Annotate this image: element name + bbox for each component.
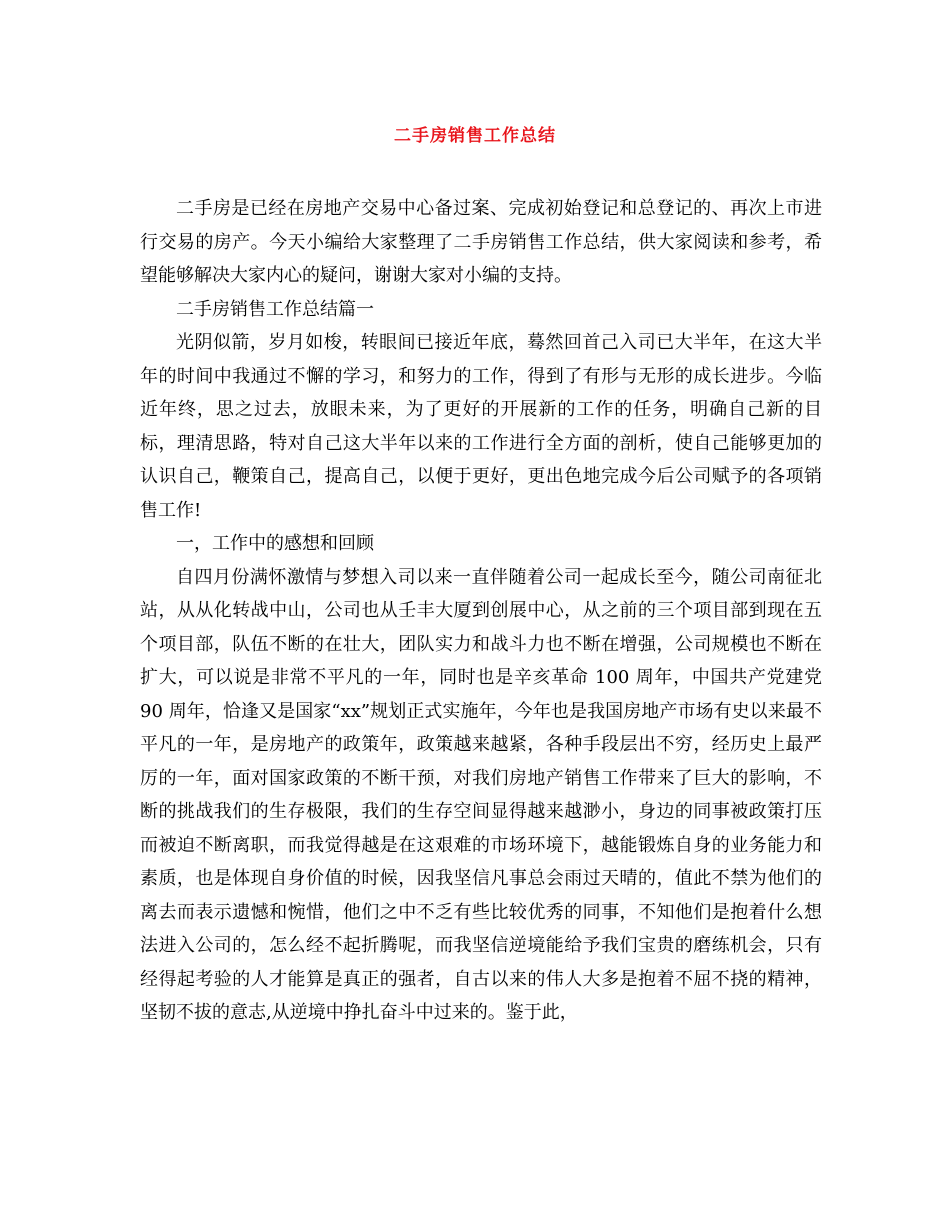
- document-title: 二手房销售工作总结: [394, 126, 556, 146]
- document-body: [140, 192, 822, 1030]
- section-heading-part-one: 二手房销售工作总结篇一: [176, 298, 374, 320]
- reflection-paragraph: 光阴似箭，岁月如梭，转眼间已接近年底，蓦然回首己入司已大半年，在这大半年的时间中我通过不懈的学习，和努力的工作，得到了有形与无形的成长进步。今临近年终，思之过去，放眼未来，为了更好的开展新的工作的任务，明确自己新的目标，理清思路，特对自己这大半年以来的工作进行全方面的剖析，使自己能够更加的认识自己，鞭策自己，提高自己，以便于更好，更出色地完成今后公司赋予的各项销售工作!: [140, 332, 822, 521]
- intro-paragraph: 二手房是已经在房地产交易中心备过案、完成初始登记和总登记的、再次上市进行交易的房产。今天小编给大家整理了二手房销售工作总结，供大家阅读和参考，希望能够解决大家内心的疑问，谢谢大家对小编的支持。: [140, 198, 822, 286]
- section-heading-review: 一，工作中的感想和回顾: [176, 533, 374, 554]
- review-paragraph: 自四月份满怀激情与梦想入司以来一直伴随着公司一起成长至今，随公司南征北站，从从化转战中山，公司也从壬丰大厦到创展中心，从之前的三个项目部到现在五个项目部，队伍不断的在壮大，团队实力和战斗力也不断在增强，公司规模也不断在扩大，可以说是非常不平凡的一年，同时也是辛亥革命 100 周年，中国共产党建党 90 周年，恰逢又是国家“xx”规划正式实施年，今年也是我国房地产市场有史以来最不平凡的一年，是房地产的政策年，政策越来越紧，各种手段层出不穷，经历史上最严厉的一年，面对国家政策的不断干预，对我们房地产销售工作带来了巨大的影响，不断的挑战我们的生存极限，我们的生存空间显得越来越渺小，身边的同事被政策打压而被迫不断离职，而我觉得越是在这艰难的市场环境下，越能锻炼自身的业务能力和素质，也是体现自身价值的时候，因我坚信凡事总会雨过天晴的，值此不禁为他们的离去而表示遗憾和惋惜，他们之中不乏有些比较优秀的同事，不知他们是抱着什么想法进入公司的，怎么经不起折腾呢，而我坚信逆境能给予我们宝贵的磨练机会，只有经得起考验的人才能算是真正的强者，自古以来的伟人大多是抱着不屈不挠的精神，坚韧不拔的意志,从逆境中挣扎奋斗中过来的。鉴于此，: [140, 566, 822, 1023]
